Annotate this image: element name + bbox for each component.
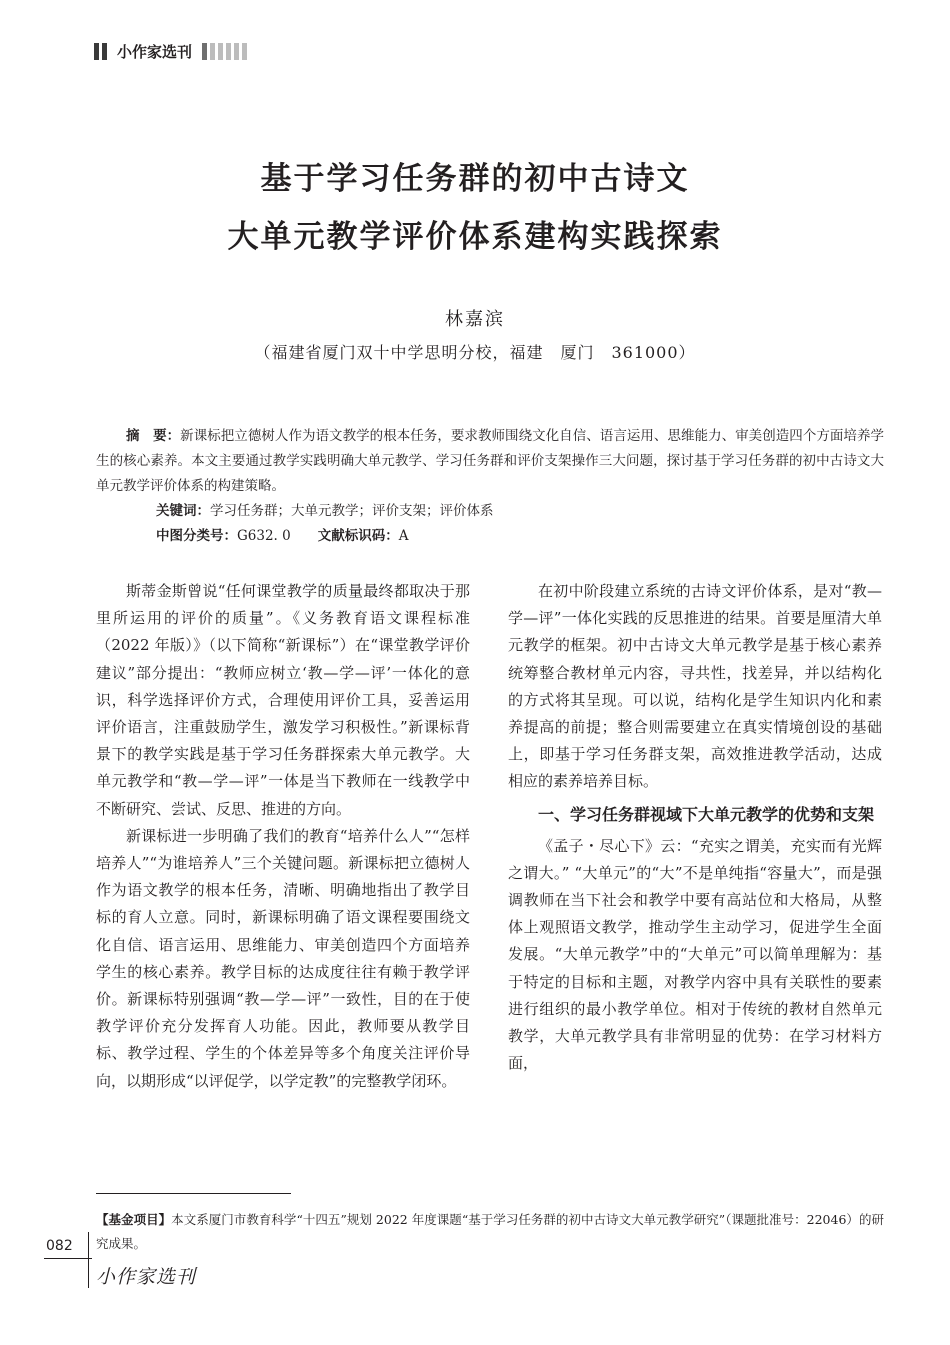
page-number-rule [44,1258,92,1259]
abstract-block [96,424,884,549]
abstract-label: 摘 要： [126,428,181,444]
left-paragraph-1: 斯蒂金斯曾说“任何课堂教学的质量最终都取决于那里所运用的评价的质量”。《义务教育语文课程标准（2022 年版）》（以下简称“新课标”）在“课堂教学评价建议”部分提出：“教师应树立‘教—学—评’一体化的意识，科学选择评价方式，合理使用评价工具，妥善运用评价语言，注重鼓励学生，激发学习积极性。”新课标背景下的教学实践是基于学习任务群探索大单元教学。大单元教学和“教—学—评”一体是当下教师在一线教学中不断研究、尝试、反思、推进的方向。 [96,582,470,818]
right-paragraph-2: 《孟子・尽心下》云：“充实之谓美，充实而有光辉之谓大。” “大单元”的“大”不是单纯指“容量大”，而是强调教师在当下社会和教学中要有高站位和大格局，从整体上观照语文教学，推动学生主动学习，促进学生全面发展。“大单元教学”中的“大单元”可以简单理解为：基于特定的目标和主题，对教学内容中具有关联性的要素进行组织的最小教学单位。相对于传统的教材自然单元教学，大单元教学具有非常明显的优势：在学习材料方面， [508,836,882,1073]
header-bars-left [94,43,107,60]
section-heading-1: 一、学习任务群视域下大单元教学的优势和支架 [538,804,875,824]
title-line-2: 大单元教学评价体系建构实践探索 [227,219,723,255]
right-column [508,578,882,1077]
page-number: 082 [46,1238,73,1254]
footnote-text: 本文系厦门市教育科学“十四五”规划 2022 年度课题“基于学习任务群的初中古诗文大单元教学研究”（课题批准号：22046）的研究成果。 [96,1212,884,1251]
author-name: 林嘉滨 [445,309,505,330]
abstract-paragraph [96,424,884,499]
article-title [0,150,950,266]
right-paragraph-1: 在初中阶段建立系统的古诗文评价体系，是对“教—学—评”一体化实践的反思推进的结果。首要是厘清大单元教学的框架。初中古诗文大单元教学是基于核心素养统筹整合教材单元内容，寻共性，找差异，并以结构化的方式将其呈现。可以说，结构化是学生知识内化和素养提高的前提；整合则需要建立在真实情境创设的基础上，即基于学习任务群支架，高效推进教学活动，达成相应的素养培养目标。 [508,582,882,791]
left-paragraph-2: 新课标进一步明确了我们的教育“培养什么人”“怎样培养人”“为谁培养人”三个关键问题。新课标把立德树人作为语文教学的根本任务，清晰、明确地指出了教学目标的育人立意。同时，新课标明确了语文课程要围绕文化自信、语言运用、思维能力、审美创造四个方面培养学生的核心素养。教学目标的达成度往往有赖于教学评价。新课标特别强调“教—学—评”一致性，目的在于使教学评价充分发挥育人功能。因此，教师要从教学目标、教学过程、学生的个体差异等多个角度关注评价导向，以期形成“以评促学，以学定教”的完整教学闭环。 [96,826,470,1090]
header-bars-right [202,43,247,60]
left-column [96,578,470,1095]
keywords-line [96,499,884,524]
doc-code-value: A [398,528,409,544]
classification-line [96,524,884,549]
abstract-text: 新课标把立德树人作为语文教学的根本任务，要求教师围绕文化自信、语言运用、思维能力、审美创造四个方面培养学生的核心素养。本文主要通过教学实践明确大单元教学、学习任务群和评价支架操作三大问题，探讨基于学习任务群的初中古诗文大单元教学评价体系的构建策略。 [96,428,885,494]
title-line-1: 基于学习任务群的初中古诗文 [260,161,690,197]
clc-value: G632. 0 [237,528,291,544]
footnote-divider [96,1193,291,1194]
journal-name: 小作家选刊 [117,42,193,61]
author-affiliation: （福建省厦门双十中学思明分校，福建 厦门 361000） [254,343,696,362]
page-number-vertical-rule [88,1232,89,1288]
footnote [96,1208,884,1256]
journal-logo: 小作家选刊 [96,1266,197,1288]
clc-label: 中图分类号： [156,528,237,544]
keywords-text: 学习任务群；大单元教学；评价支架；评价体系 [210,503,494,519]
footnote-label: 【基金项目】 [96,1212,172,1227]
keywords-label: 关键词： [156,503,210,519]
doc-code-label: 文献标识码： [317,528,399,544]
running-header [94,40,247,62]
